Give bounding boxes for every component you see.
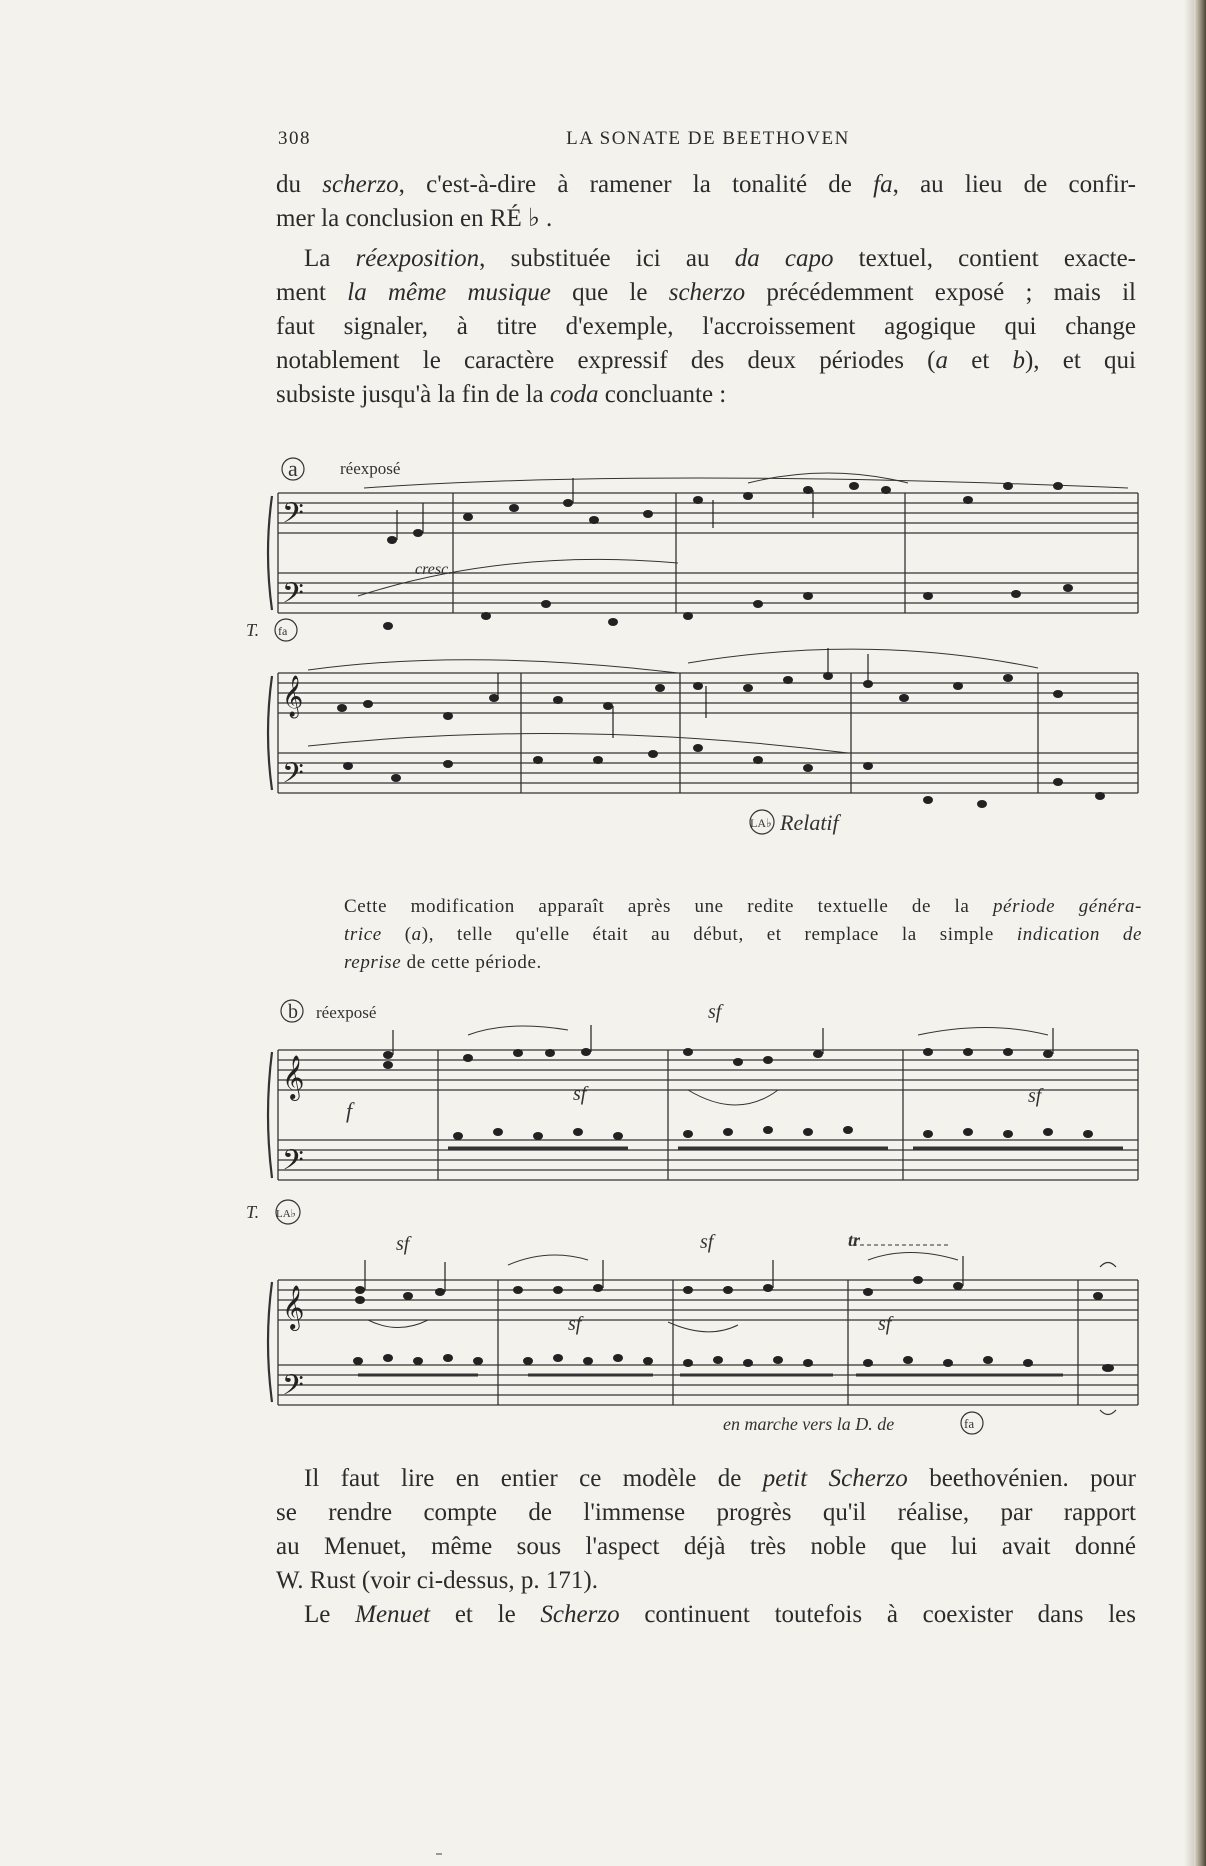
music-example-a bbox=[246, 448, 1148, 878]
text-line: au Menuet, même sous l'aspect déjà très noble que lui avait donné bbox=[276, 1533, 1136, 1560]
music-example-b bbox=[246, 990, 1148, 1434]
paragraph-petit-scherzo bbox=[276, 1462, 1136, 1598]
treble-clef-icon: 𝄞 bbox=[282, 1055, 305, 1099]
paragraph-continuation bbox=[276, 168, 1136, 236]
caption-line: reprise de cette période. bbox=[344, 952, 542, 973]
text-line: mer la conclusion en RÉ ♭ . bbox=[276, 205, 553, 232]
reexpose-label: réexposé bbox=[340, 459, 401, 478]
page-number: 308 bbox=[278, 128, 311, 149]
bass-clef-icon: 𝄢 bbox=[282, 577, 304, 617]
page-edge bbox=[1194, 0, 1206, 1866]
dynamic-sf: sf bbox=[708, 1001, 722, 1023]
text-line: La réexposition, substituée ici au da capo textuel, contient exacte- bbox=[304, 245, 1136, 272]
text-line: subsiste jusqu'à la fin de la coda concluante : bbox=[276, 381, 727, 408]
text-line: faut signaler, à titre d'exemple, l'accroissement agogique qui change bbox=[276, 313, 1136, 340]
scan-speck bbox=[436, 1853, 442, 1855]
dynamic-f: f bbox=[346, 1098, 353, 1123]
text-line: du scherzo, c'est-à-dire à ramener la tonalité de fa, au lieu de confir- bbox=[276, 171, 1136, 198]
dynamic-sf: sf bbox=[878, 1313, 892, 1335]
tonality-circle-b: LA♭ bbox=[276, 1208, 296, 1220]
treble-clef-icon: 𝄞 bbox=[282, 676, 304, 717]
bass-clef-icon: 𝄢 bbox=[282, 1369, 304, 1409]
paragraph-menuet bbox=[276, 1598, 1136, 1632]
caption-line: Cette modification apparaît après une redite textuelle de la période généra- bbox=[344, 896, 1142, 917]
example-a-circle: a bbox=[288, 456, 298, 481]
bass-clef-icon: 𝄢 bbox=[282, 757, 304, 797]
cresc-marking: cresc. bbox=[415, 561, 453, 578]
dynamic-sf: sf bbox=[700, 1231, 714, 1253]
text-line: W. Rust (voir ci-dessus, p. 171). bbox=[276, 1567, 598, 1594]
paragraph-reexposition bbox=[276, 242, 1136, 412]
dynamic-sf: sf bbox=[396, 1233, 410, 1255]
tonality-circle-text: fa bbox=[278, 624, 288, 638]
relatif-circle-text: LA♭ bbox=[750, 816, 772, 830]
example-b-circle: b bbox=[288, 1001, 298, 1023]
marche-circle-text: fa bbox=[964, 1416, 975, 1431]
dynamic-sf: sf bbox=[1028, 1085, 1042, 1107]
tonality-prefix: T. bbox=[246, 620, 260, 640]
text-line: notablement le caractère expressif des deux périodes (a et b), et qui bbox=[276, 347, 1136, 374]
treble-clef-icon: 𝄞 bbox=[282, 1285, 305, 1329]
page-shadow bbox=[1184, 0, 1194, 1866]
reexpose-label-b: réexposé bbox=[316, 1003, 377, 1022]
fermata-icon bbox=[1100, 1263, 1116, 1268]
marche-text: en marche vers la D. de bbox=[723, 1414, 895, 1434]
page-header bbox=[278, 128, 1138, 158]
staff-lines bbox=[278, 493, 1138, 613]
text-line: ment la même musique que le scherzo précédemment exposé ; mais il bbox=[276, 279, 1137, 306]
fermata-icon bbox=[1100, 1410, 1116, 1415]
text-line: se rendre compte de l'immense progrès qu'il réalise, par rapport bbox=[276, 1499, 1136, 1526]
running-title: LA SONATE DE BEETHOVEN bbox=[566, 128, 850, 149]
trill-marking: tr bbox=[848, 1230, 861, 1250]
text-line: Le Menuet et le Scherzo continuent toutefois à coexister dans les bbox=[304, 1601, 1136, 1628]
relatif-label: Relatif bbox=[780, 810, 839, 835]
dynamic-sf: sf bbox=[568, 1313, 582, 1335]
bass-clef-icon: 𝄢 bbox=[282, 1144, 304, 1184]
bass-clef-icon: 𝄢 bbox=[282, 497, 304, 537]
caption-text bbox=[344, 893, 1142, 977]
score-a-svg bbox=[246, 448, 1148, 878]
dynamic-sf: sf bbox=[573, 1083, 587, 1105]
caption-line: trice (a), telle qu'elle était au début, et remplace la simple indication de bbox=[344, 924, 1142, 945]
tonality-prefix-b: T. bbox=[246, 1202, 260, 1222]
score-b-svg bbox=[246, 990, 1148, 1434]
text-line: Il faut lire en entier ce modèle de petit Scherzo beethovénien. pour bbox=[304, 1465, 1136, 1492]
